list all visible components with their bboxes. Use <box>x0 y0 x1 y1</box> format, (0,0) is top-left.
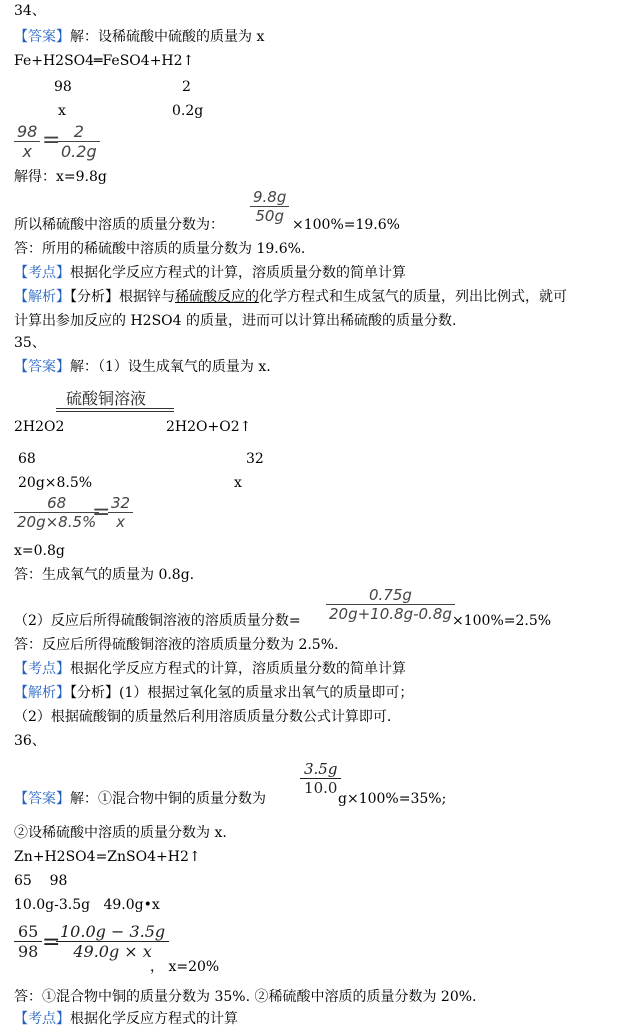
q36-answer-suffix: g×100%=35%; <box>338 791 447 807</box>
q34-answer-line <box>14 28 264 46</box>
q35-ratio-left <box>14 494 99 531</box>
q36-number: 36、 <box>14 733 46 749</box>
q35-ratio-left-num: 68 <box>47 494 67 512</box>
q34-jiexi-line2: 计算出参加反应的 H2SO4 的质量，进而可以计算出稀硫酸的质量分数. <box>14 313 457 329</box>
q36-answer-line <box>14 790 266 808</box>
q35-equals: = <box>92 500 111 525</box>
q36-percent-frac <box>300 760 341 797</box>
q34-ratio-left-den: x <box>22 142 32 161</box>
q36-equals: = <box>42 930 61 955</box>
q35-reply2: 答：反应后所得硫酸铜溶液的溶质质量分数为 2.5%. <box>14 637 339 653</box>
q35-part2-num: 0.75g <box>368 586 412 604</box>
q35-part2-den: 20g+10.8g-0.8g <box>329 605 452 623</box>
q35-ratio-right-num: 32 <box>111 494 131 512</box>
q35-jiexi-text: 【分析】(1）根据过氧化氢的质量求出氧气的质量即可； <box>70 685 414 701</box>
q34-ratio-left-num: 98 <box>17 122 38 141</box>
q35-kaodian-tag: 【考点】 <box>14 661 70 677</box>
q34-ratio-right-num: 2 <box>73 122 84 141</box>
q35-var2: x <box>234 475 242 491</box>
q34-mass1: 98 <box>54 79 72 95</box>
q35-reply1: 答：生成氧气的质量为 0.8g. <box>14 567 195 583</box>
q35-kaodian-text: 根据化学反应方程式的计算，溶质质量分数的简单计算 <box>70 661 406 677</box>
q34-ratio-right <box>58 122 100 161</box>
q35-var1: 20g×8.5% <box>18 475 93 491</box>
q34-mass2: 2 <box>182 79 191 95</box>
q36-kaodian-tag: 【考点】 <box>14 1011 70 1027</box>
q35-answer-text: 解：（1）设生成氧气的质量为 x. <box>70 359 271 375</box>
q36-ratio-left-num: 65 <box>18 922 39 941</box>
q34-jiexi-post: 化学方程式和生成氢气的质量，列出比例式，就可 <box>259 289 567 305</box>
q35-jiexi-line2: （2）根据硫酸铜的质量然后利用溶质质量分数公式计算即可. <box>14 709 392 725</box>
q34-jiexi-underlined: 稀硫酸反应的 <box>175 289 259 305</box>
q34-solve: 解得：x=9.8g <box>14 169 107 185</box>
q35-ratio-right <box>108 494 133 531</box>
q34-answer-text: 解：设稀硫酸中硫酸的质量为 x <box>70 29 265 45</box>
q35-solve: x=0.8g <box>14 543 65 559</box>
q36-ratio-right-num: 10.0g − 3.5g <box>60 922 166 941</box>
q36-vars: 10.0g-3.5g 49.0g•x <box>14 897 160 913</box>
q34-equals: = <box>42 128 61 153</box>
q34-equation: Fe+H2SO4═FeSO4+H2↑ <box>14 53 195 69</box>
q36-ratio-left <box>14 922 42 961</box>
q34-jiexi <box>14 288 567 306</box>
q34-var1: x <box>58 103 66 119</box>
q35-jiexi <box>14 684 413 702</box>
q36-percent-num: 3.5g <box>304 760 338 778</box>
q36-kaodian <box>14 1010 238 1028</box>
q34-percent-prefix: 所以稀硫酸中溶质的质量分数为： <box>14 217 224 233</box>
q36-line2: ②设稀硫酸中溶质的质量分数为 x. <box>14 825 227 841</box>
q34-kaodian <box>14 264 406 282</box>
q34-answer-tag: 【答案】 <box>14 29 70 45</box>
q36-ratio-right-den: 49.0g × x <box>73 942 152 961</box>
q36-percent-den: 10.0 <box>304 779 338 797</box>
q34-reply: 答：所用的稀硫酸中溶质的质量分数为 19.6%. <box>14 241 306 257</box>
q36-ratio-right <box>56 922 169 961</box>
q35-mass2: 32 <box>246 451 264 467</box>
q34-percent-den: 50g <box>255 207 284 225</box>
q35-answer-tag: 【答案】 <box>14 359 70 375</box>
q34-var2: 0.2g <box>172 103 204 119</box>
q36-reply: 答：①混合物中铜的质量分数为 35%. ②稀硫酸中溶质的质量分数为 20%. <box>14 989 477 1005</box>
q36-masses: 65 98 <box>14 873 68 889</box>
q35-condition-text: 硫酸铜溶液 <box>66 389 147 408</box>
q34-percent-frac <box>250 188 289 225</box>
q36-equation: Zn+H2SO4=ZnSO4+H2↑ <box>14 849 201 865</box>
q35-part2-prefix: （2）反应后所得硫酸铜溶液的溶质质量分数= <box>14 613 301 629</box>
q34-ratio-left <box>14 122 40 161</box>
q36-answer-text: 解：①混合物中铜的质量分数为 <box>70 791 266 807</box>
q34-number: 34、 <box>14 3 46 19</box>
q35-mass1: 68 <box>18 451 36 467</box>
q35-part2-frac <box>326 586 455 623</box>
q34-percent-suffix: ×100%=19.6% <box>292 217 400 233</box>
q35-part2-suffix: ×100%=2.5% <box>452 613 552 629</box>
q36-solve: ， x=20% <box>150 959 220 975</box>
q35-ratio-left-den: 20g×8.5% <box>17 513 97 531</box>
q36-ratio-left-den: 98 <box>18 942 39 961</box>
q35-number: 35、 <box>14 335 46 351</box>
q34-ratio-right-den: 0.2g <box>61 142 97 161</box>
q34-jiexi-tag: 【解析】 <box>14 289 70 305</box>
q36-kaodian-text: 根据化学反应方程式的计算 <box>70 1011 238 1027</box>
q34-kaodian-text: 根据化学反应方程式的计算，溶质质量分数的简单计算 <box>70 265 406 281</box>
q35-jiexi-tag: 【解析】 <box>14 685 70 701</box>
q34-kaodian-tag: 【考点】 <box>14 265 70 281</box>
q35-reactant: 2H2O2 <box>14 419 65 435</box>
q35-answer-line <box>14 358 271 376</box>
q36-answer-tag: 【答案】 <box>14 791 70 807</box>
q35-reaction-condition <box>66 386 146 409</box>
q35-kaodian <box>14 660 406 678</box>
q35-product: 2H2O+O2↑ <box>166 419 252 435</box>
q34-jiexi-pre: 【分析】根据锌与 <box>70 289 175 305</box>
q34-percent-num: 9.8g <box>253 188 287 206</box>
q35-ratio-right-den: x <box>116 513 125 531</box>
